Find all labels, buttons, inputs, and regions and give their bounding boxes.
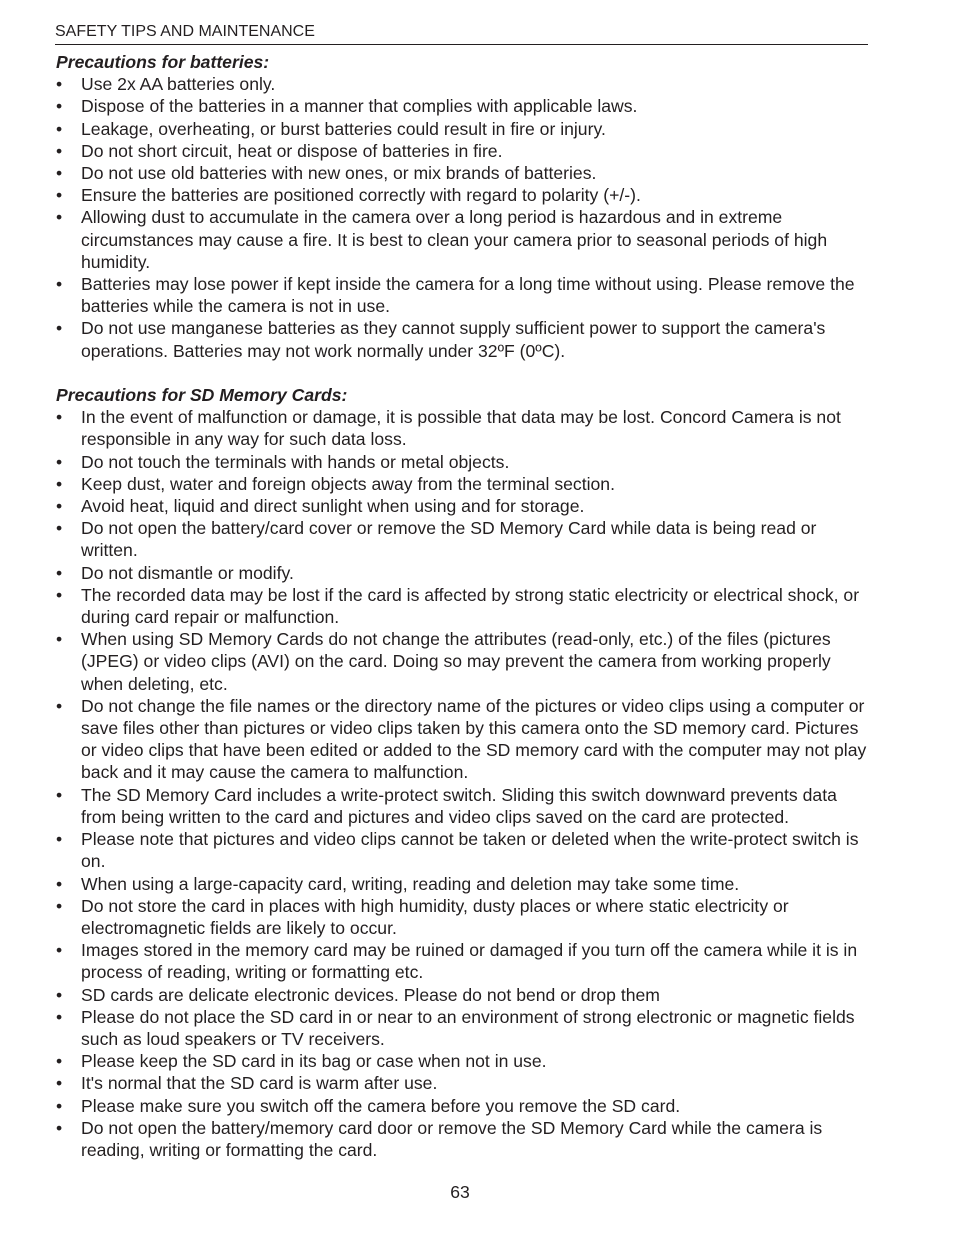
list-item-text: Images stored in the memory card may be ruined or damaged if you turn off the camera while it is in process of reading, writing or formatting etc. [81, 940, 858, 983]
bullet-icon: • [56, 96, 63, 117]
list-item-text: Ensure the batteries are positioned correctly with regard to polarity (+/-). [81, 185, 641, 206]
bullet-icon: • [56, 518, 63, 539]
list-item [56, 873, 868, 895]
bullet-icon: • [56, 940, 63, 961]
list-item-text: Leakage, overheating, or burst batteries could result in fire or injury. [81, 118, 606, 139]
list-item [56, 1095, 868, 1117]
list-item-text: When using a large-capacity card, writing, reading and deletion may take some time. [81, 873, 740, 894]
list-item-text: Do not short circuit, heat or dispose of batteries in fire. [81, 140, 503, 161]
bullet-icon: • [56, 451, 63, 472]
list-item [56, 273, 868, 317]
list-item [56, 828, 868, 872]
list-item-text: Do not open the battery/memory card door or remove the SD Memory Card while the camera is reading, writing or formatting the card. [81, 1117, 823, 1160]
list-item [56, 95, 868, 117]
batteries-list [56, 73, 868, 362]
page-header [55, 22, 868, 45]
list-item [56, 140, 868, 162]
list-item [56, 184, 868, 206]
bullet-icon: • [56, 496, 63, 517]
list-item-text: The recorded data may be lost if the card is affected by strong static electricity or electrical shock, or during card repair or malfunction. [81, 584, 860, 628]
list-item [56, 451, 868, 473]
bullet-icon: • [56, 629, 63, 650]
list-item [56, 984, 868, 1006]
list-item-text: Batteries may lose power if kept inside the camera for a long time without using. Please remove the batteries while the camera is not in use. [81, 274, 855, 317]
list-item-text: In the event of malfunction or damage, it is possible that data may be lost. Concord Camera is not responsible in any way for such data loss. [81, 407, 841, 450]
page-header-title: SAFETY TIPS AND MAINTENANCE [55, 23, 315, 40]
list-item-text: Please make sure you switch off the camera before you remove the SD card. [81, 1095, 681, 1116]
bullet-icon: • [56, 473, 63, 494]
list-item-text: Do not change the file names or the directory name of the pictures or video clips using a computer or save files other than pictures or video clips taken by this camera onto the SD memory card. Pictures or video clips that have been edited or added to the SD memory card with the computer may not play back and it may cause the camera to malfunction. [81, 695, 867, 783]
list-item [56, 562, 868, 584]
bullet-icon: • [56, 118, 63, 139]
bullet-icon: • [56, 695, 63, 716]
list-item [56, 939, 868, 983]
list-item-text: Do not dismantle or modify. [81, 562, 294, 583]
list-item-text: Use 2x AA batteries only. [81, 74, 276, 95]
bullet-icon: • [56, 1051, 63, 1072]
bullet-icon: • [56, 207, 63, 228]
bullet-icon: • [56, 784, 63, 805]
list-item [56, 895, 868, 939]
list-item-text: Do not use old batteries with new ones, or mix brands of batteries. [81, 163, 597, 184]
page-content [56, 51, 868, 1161]
list-item-text: Dispose of the batteries in a manner that complies with applicable laws. [81, 96, 638, 117]
bullet-icon: • [56, 318, 63, 339]
list-item [56, 473, 868, 495]
bullet-icon: • [56, 1117, 63, 1138]
bullet-icon: • [56, 407, 63, 428]
list-item [56, 628, 868, 695]
list-item-text: Do not open the battery/card cover or remove the SD Memory Card while data is being read or written. [81, 518, 817, 561]
list-item [56, 1072, 868, 1094]
list-item [56, 517, 868, 561]
page-number: 63 [450, 1182, 470, 1202]
list-item [56, 495, 868, 517]
list-item-text: Allowing dust to accumulate in the camera over a long period is hazardous and in extreme circumstances may cause a fire. It is best to clean your camera prior to seasonal periods of high humidity. [81, 207, 828, 272]
bullet-icon: • [56, 895, 63, 916]
list-item-text: When using SD Memory Cards do not change the attributes (read-only, etc.) of the files (pictures (JPEG) or video clips (AVI) on the card. Doing so may prevent the camera from working properly when deleting, etc. [81, 629, 831, 694]
list-item [56, 406, 868, 450]
list-item-text: The SD Memory Card includes a write-protect switch. Sliding this switch downward prevents data from being written to the card and pictures and video clips saved on the card are protected. [81, 784, 837, 827]
list-item [56, 1117, 868, 1161]
bullet-icon: • [56, 1006, 63, 1027]
list-item-text: Please note that pictures and video clips cannot be taken or deleted when the write-protect switch is on. [81, 829, 859, 872]
list-item-text: Do not touch the terminals with hands or metal objects. [81, 451, 510, 472]
bullet-icon: • [56, 873, 63, 894]
list-item-text: SD cards are delicate electronic devices. Please do not bend or drop them [81, 984, 660, 1005]
list-item-text: Avoid heat, liquid and direct sunlight when using and for storage. [81, 496, 585, 517]
list-item [56, 162, 868, 184]
list-item [56, 584, 868, 628]
bullet-icon: • [56, 1073, 63, 1094]
list-item-text: It's normal that the SD card is warm after use. [81, 1073, 438, 1094]
bullet-icon: • [56, 163, 63, 184]
bullet-icon: • [56, 74, 63, 95]
bullet-icon: • [56, 829, 63, 850]
bullet-icon: • [56, 185, 63, 206]
bullet-icon: • [56, 274, 63, 295]
list-item-text: Do not store the card in places with high humidity, dusty places or where static electricity or electromagnetic fields are likely to occur. [81, 895, 789, 938]
bullet-icon: • [56, 562, 63, 583]
list-item-text: Please do not place the SD card in or near to an environment of strong electronic or magnetic fields such as loud speakers or TV receivers. [81, 1006, 855, 1049]
bullet-icon: • [56, 584, 63, 605]
list-item [56, 73, 868, 95]
bullet-icon: • [56, 140, 63, 161]
sd-cards-heading: Precautions for SD Memory Cards: [56, 385, 348, 406]
list-item [56, 1006, 868, 1050]
section-spacer [56, 362, 868, 384]
batteries-heading: Precautions for batteries: [56, 52, 270, 72]
list-item-text: Do not use manganese batteries as they cannot supply sufficient power to support the camera's operations. Batteries may not work normally under 32ºF (0ºC). [81, 318, 826, 361]
sd-cards-list [56, 406, 868, 1161]
bullet-icon: • [56, 984, 63, 1005]
list-item [56, 118, 868, 140]
list-item [56, 1050, 868, 1072]
list-item [56, 784, 868, 828]
list-item [56, 317, 868, 361]
list-item-text: Keep dust, water and foreign objects away from the terminal section. [81, 473, 615, 494]
list-item [56, 206, 868, 273]
bullet-icon: • [56, 1095, 63, 1116]
list-item-text: Please keep the SD card in its bag or case when not in use. [81, 1051, 547, 1072]
list-item [56, 695, 868, 784]
